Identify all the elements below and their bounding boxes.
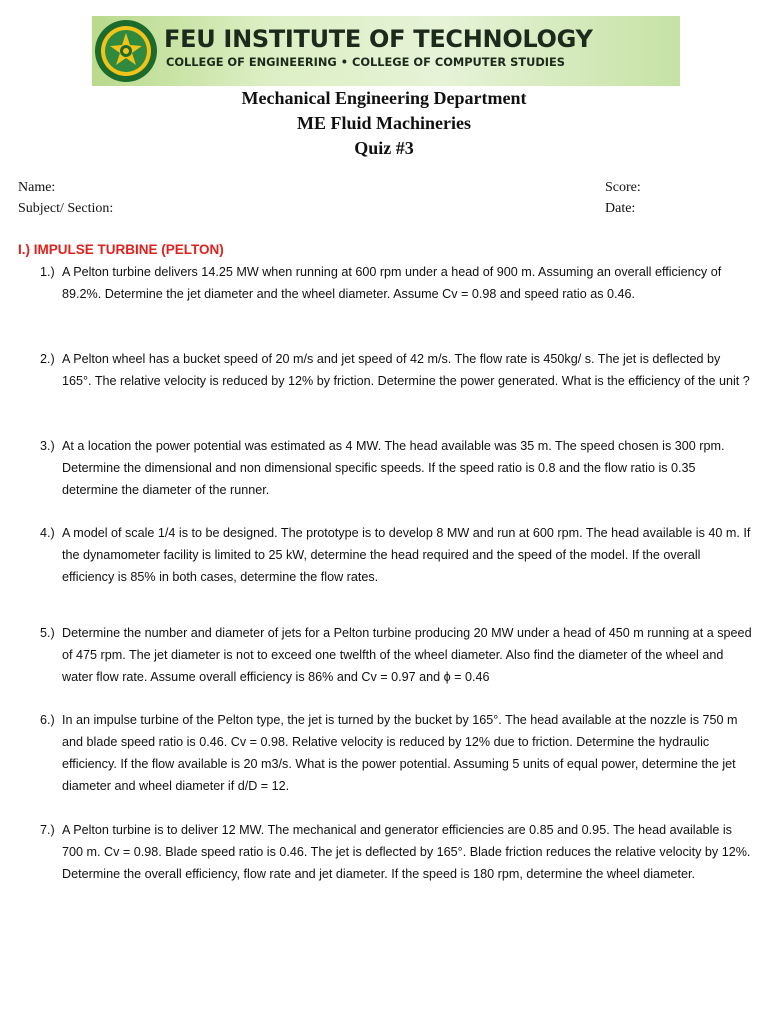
problem-number: 7.) (40, 823, 55, 837)
problem-text: A model of scale 1/4 is to be designed. The prototype is to develop 8 MW and run at 600 rpm. The head available is 40 m. If the dynamometer facility is limited to 25 kW, determine the head required and the speed of the model. If the overall efficiency is 85% in both cases, determine the flow rates. (62, 526, 751, 584)
header-banner (92, 16, 680, 86)
problem-number: 1.) (40, 265, 55, 279)
problem-text: In an impulse turbine of the Pelton type, the jet is turned by the bucket by 165°. The head available at the nozzle is 750 m and blade speed ratio is 0.46. Cv = 0.98. Relative velocity is reduced by 12% due to friction. Determine the hydraulic efficiency. If the flow available is 20 m3/s. What is the power potential. Assuming 5 units of equal power, determine the jet diameter and wheel diameter if d/D = 12. (62, 713, 738, 793)
problem-text: A Pelton wheel has a bucket speed of 20 m/s and jet speed of 42 m/s. The flow rate is 450kg/ s. The jet is deflected by 165°. The relative velocity is reduced by 12% by friction. Determine the power generated. What is the efficiency of the unit ? (62, 352, 750, 388)
subject-section-field-label: Subject/ Section: (18, 201, 114, 216)
problem-item (40, 622, 752, 688)
problem-text: A Pelton turbine is to deliver 12 MW. The mechanical and generator efficiencies are 0.85 and 0.95. The head available is 700 m. Cv = 0.98. Blade speed ratio is 0.46. The jet is deflected by 165°. Blade friction reduces the relative velocity by 12%. Determine the overall efficiency, flow rate and jet diameter. If the speed is 180 rpm, determine the wheel diameter. (62, 823, 751, 881)
university-seal-icon (94, 19, 158, 83)
problem-text: At a location the power potential was estimated as 4 MW. The head available was 35 m. The speed chosen is 300 rpm. Determine the dimensional and non dimensional specific speeds. If the speed ratio is 0.8 and the flow ratio is 0.35 determine the diameter of the runner. (62, 439, 725, 497)
problem-item (40, 819, 752, 885)
quiz-title: Quiz #3 (354, 138, 414, 158)
date-field-label: Date: (605, 201, 636, 216)
problem-text: A Pelton turbine delivers 14.25 MW when running at 600 rpm under a head of 900 m. Assuming an overall efficiency of 89.2%. Determine the jet diameter and the wheel diameter. Assume Cv = 0.98 and speed ratio as 0.46. (62, 265, 722, 301)
score-field-label: Score: (605, 180, 641, 195)
section-title: I.) IMPULSE TURBINE (PELTON) (18, 242, 224, 257)
problem-number: 6.) (40, 713, 55, 727)
institute-name: FEU INSTITUTE OF TECHNOLOGY (164, 25, 593, 53)
problem-number: 3.) (40, 439, 55, 453)
problem-item (40, 261, 752, 305)
problem-item (40, 435, 752, 501)
problem-item (40, 709, 752, 797)
problem-text: Determine the number and diameter of jets for a Pelton turbine producing 20 MW under a head of 450 m running at a speed of 475 rpm. The jet diameter is not to exceed one twelfth of the wheel diameter. Also find the diameter of the wheel and water flow rate. Assume overall efficiency is 86% and Cv = 0.97 and ϕ = 0.46 (62, 626, 752, 684)
problem-item (40, 522, 752, 588)
department-title: Mechanical Engineering Department (241, 88, 527, 108)
name-field-label: Name: (18, 180, 56, 195)
problem-number: 4.) (40, 526, 55, 540)
problem-number: 5.) (40, 626, 55, 640)
course-title: ME Fluid Machineries (297, 113, 471, 133)
problem-number: 2.) (40, 352, 55, 366)
college-names: COLLEGE OF ENGINEERING • COLLEGE OF COMPUTER STUDIES (166, 55, 565, 69)
problem-item (40, 348, 752, 392)
